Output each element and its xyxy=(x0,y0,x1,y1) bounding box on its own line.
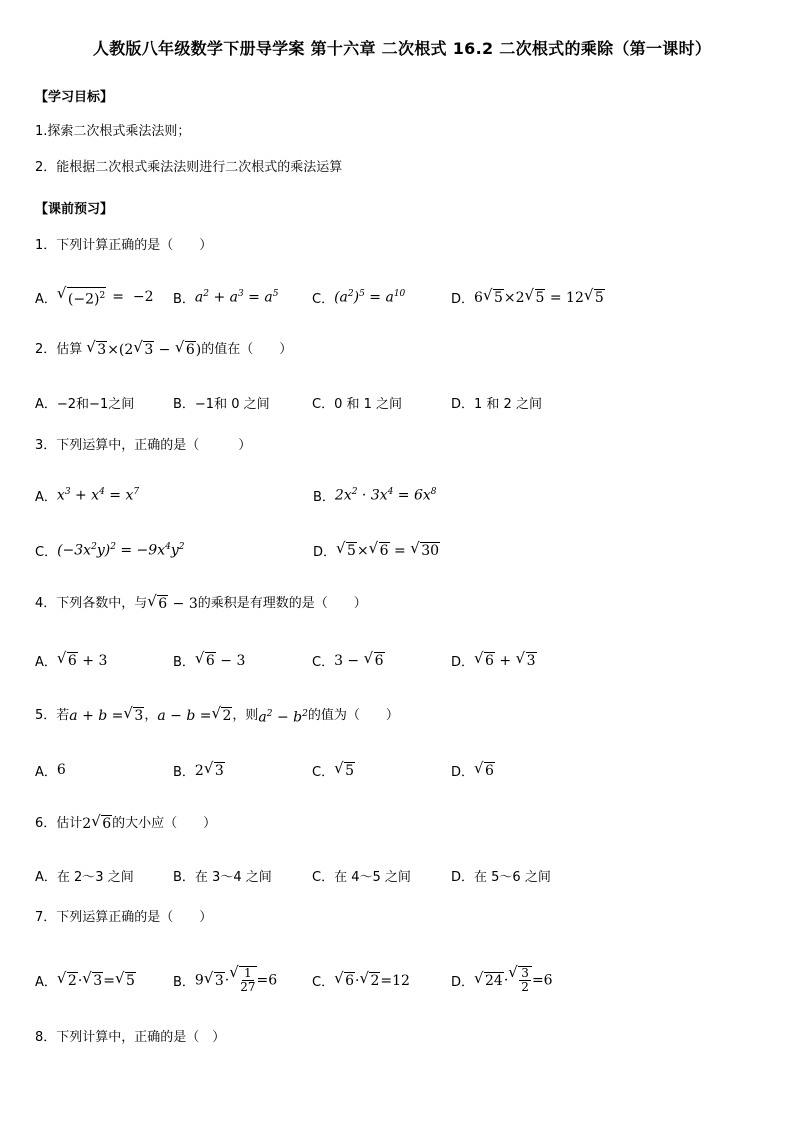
question-7-stem: 7．下列运算正确的是（ ） xyxy=(35,910,213,925)
question-4-stem: 4．下列各数中，与 √ 6 − 3 的乘积是有理数的是（ ） xyxy=(35,594,367,614)
preview-heading: 【课前预习】 xyxy=(35,202,114,217)
question-8-stem: 8．下列计算中，正确的是（ ） xyxy=(35,1030,226,1045)
objective-2: 2．能根据二次根式乘法法则进行二次根式的乘法运算 xyxy=(35,160,343,175)
option-b[interactable]: B．−1和 0 之间 xyxy=(173,396,270,412)
question-1-options xyxy=(35,284,754,310)
option-d[interactable]: D．在 5～6 之间 xyxy=(451,869,551,885)
option-a[interactable]: A． 6 xyxy=(35,762,66,780)
question-7-options xyxy=(35,962,754,998)
question-6-stem: 6．估计 2√ 6 的大小应（ ） xyxy=(35,814,216,834)
question-2-stem: 2．估算 √ 3×(2√ 3 − √ 6) 的值在（ ） xyxy=(35,340,292,360)
question-5-options xyxy=(35,757,754,783)
page-title: 人教版八年级数学下册导学案 第十六章 二次根式 16.2 二次根式的乘除（第一课时） xyxy=(92,39,712,58)
option-a[interactable]: A．−2和−1之间 xyxy=(35,396,135,412)
question-1-stem: 1．下列计算正确的是（ ） xyxy=(35,238,213,253)
question-3-stem: 3．下列运算中，正确的是（ ） xyxy=(35,438,252,453)
question-3-options-row2 xyxy=(35,537,754,563)
option-c[interactable]: C． $(-3x^2y)^2 = -9x^4y^2$ xyxy=(35,541,185,560)
option-d[interactable]: D． √ 6 + √ 3 xyxy=(451,647,537,673)
option-c[interactable]: C． √ 6·√ 2=12 xyxy=(312,962,410,998)
option-c[interactable]: C．0 和 1 之间 xyxy=(312,396,403,412)
question-6-options xyxy=(35,862,754,888)
option-c[interactable]: C． √ 5 xyxy=(312,757,355,783)
option-b[interactable]: B． 9√ 3· √ $\frac{1}{27}$ =6 xyxy=(173,962,277,998)
option-c[interactable]: C． $(a^2)^5 = a^{10}$ xyxy=(312,288,406,307)
option-d[interactable]: D． √ 6 xyxy=(451,757,495,783)
question-2-options xyxy=(35,389,754,415)
option-d[interactable]: D． √ 24· √ $\frac{3}{2}$ =6 xyxy=(451,962,553,998)
option-a[interactable]: A．在 2～3 之间 xyxy=(35,869,134,885)
option-b[interactable]: B． √ 6 − 3 xyxy=(173,647,245,673)
question-4-options xyxy=(35,647,754,673)
option-d[interactable]: D．1 和 2 之间 xyxy=(451,396,542,412)
option-b[interactable]: B． $2x^2 \cdot 3x^4 = 6x^8$ xyxy=(313,486,437,505)
question-5-stem: 5．若 a + b = √ 3 ， a − b = √ 2 ，则 $a^2 - b^2$ 的值为（ ） xyxy=(35,704,399,728)
question-3-options-row1 xyxy=(35,482,754,508)
option-a[interactable]: A． √ $(-2)^2$ = −2 xyxy=(35,284,153,310)
option-b[interactable]: B．在 3～4 之间 xyxy=(173,869,272,885)
option-a[interactable]: A． √ 2·√ 3=√ 5 xyxy=(35,962,136,998)
option-a[interactable]: A． $x^3 + x^4 = x^7$ xyxy=(35,486,140,505)
option-b[interactable]: B． 2√ 3 xyxy=(173,757,225,783)
option-c[interactable]: C．在 4～5 之间 xyxy=(312,869,411,885)
option-d[interactable]: D． √ 5×√ 6 = √ 30 xyxy=(313,537,440,563)
objective-1: 1.探索二次根式乘法法则； xyxy=(35,124,191,139)
option-a[interactable]: A． √ 6 + 3 xyxy=(35,647,107,673)
option-b[interactable]: B． $a^2 + a^3 = a^5$ xyxy=(173,288,279,307)
option-c[interactable]: C． 3 − √ 6 xyxy=(312,647,385,673)
objectives-heading: 【学习目标】 xyxy=(35,90,114,105)
option-d[interactable]: D． 6√ 5×2√ 5 = 12√ 5 xyxy=(451,284,605,310)
